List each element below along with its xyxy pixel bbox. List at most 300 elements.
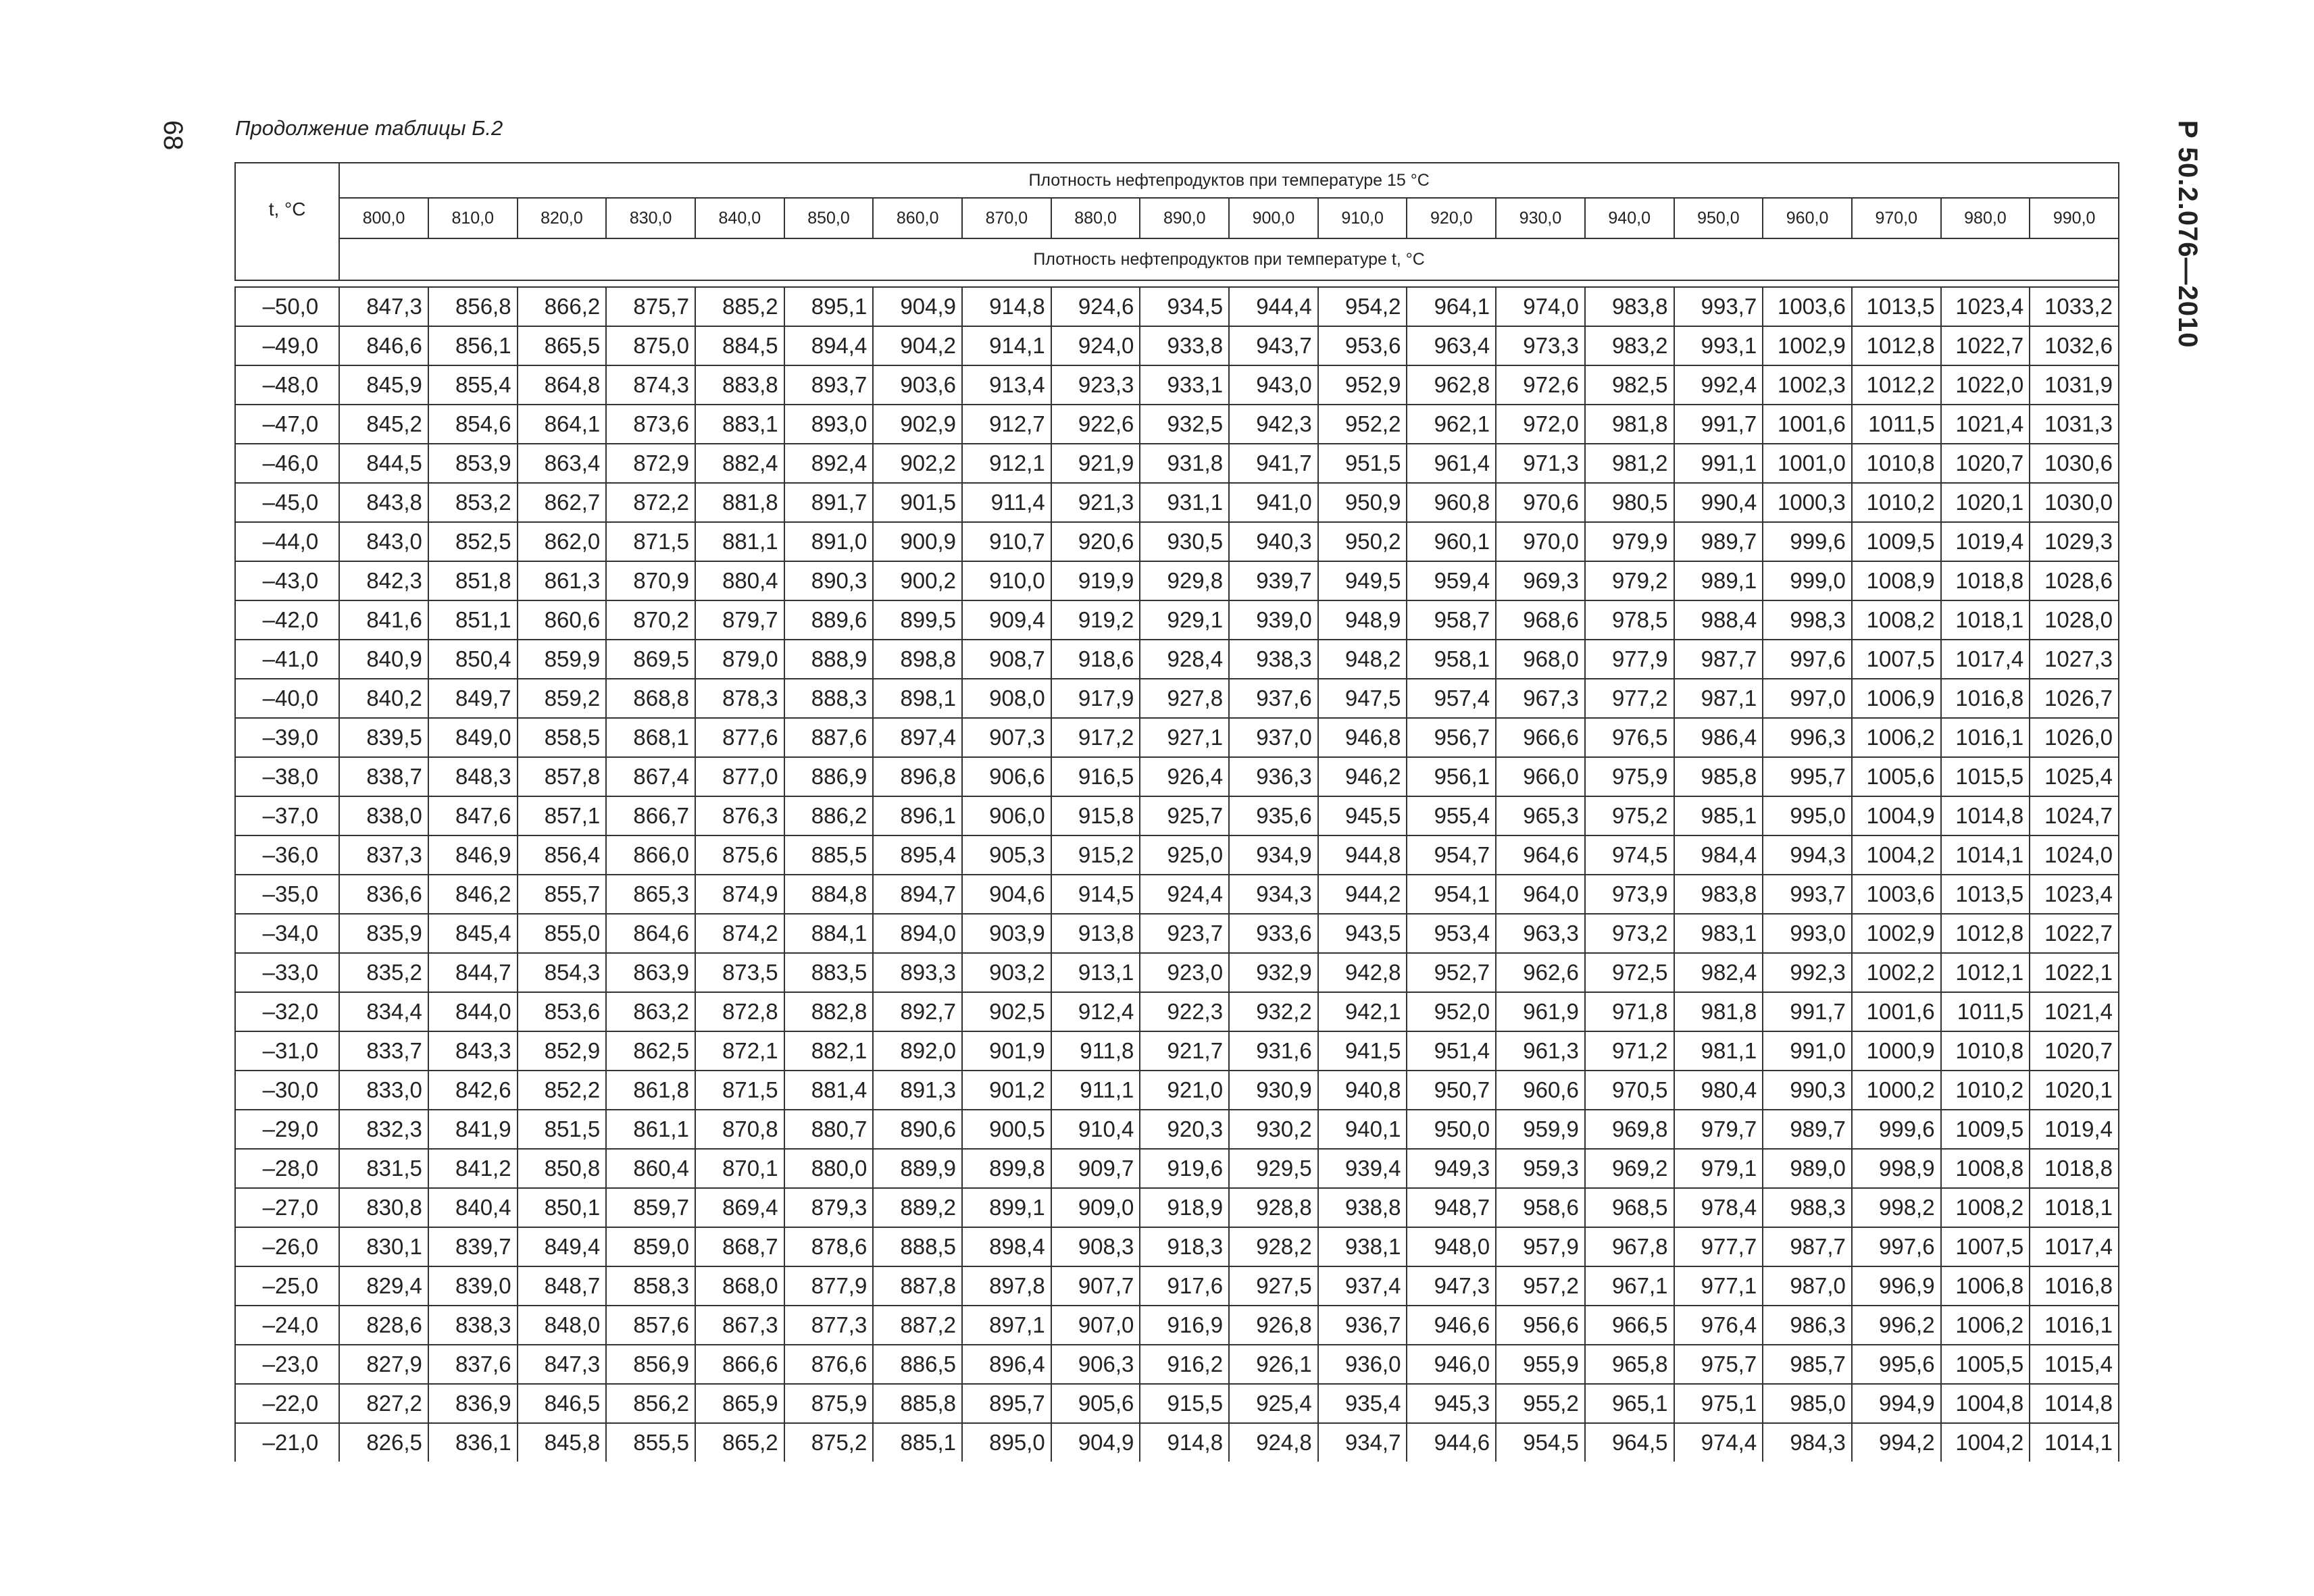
density-cell: 1000,2 bbox=[1852, 1071, 1941, 1110]
density-cell: 926,4 bbox=[1140, 757, 1229, 796]
density-cell: 872,1 bbox=[695, 1031, 784, 1071]
density-cell: 1026,0 bbox=[2030, 718, 2119, 757]
density-cell: 889,2 bbox=[873, 1188, 962, 1227]
density-cell: 929,1 bbox=[1140, 600, 1229, 640]
density-cell: 994,9 bbox=[1852, 1384, 1941, 1423]
table-row bbox=[235, 953, 2119, 992]
density-cell: 960,1 bbox=[1407, 522, 1496, 561]
density-cell: 828,6 bbox=[339, 1306, 428, 1345]
density-cell: 957,9 bbox=[1496, 1227, 1585, 1266]
density-cell: 934,5 bbox=[1140, 287, 1229, 326]
density-column-header: 850,0 bbox=[784, 198, 874, 238]
temperature-cell: –48,0 bbox=[235, 365, 339, 405]
temperature-cell: –50,0 bbox=[235, 287, 339, 326]
density-cell: 991,1 bbox=[1674, 444, 1763, 483]
density-cell: 946,2 bbox=[1318, 757, 1407, 796]
density-cell: 920,6 bbox=[1051, 522, 1140, 561]
density-cell: 898,4 bbox=[962, 1227, 1051, 1266]
density-cell: 885,8 bbox=[873, 1384, 962, 1423]
density-cell: 893,0 bbox=[784, 405, 874, 444]
density-cell: 1025,4 bbox=[2030, 757, 2119, 796]
density-cell: 911,8 bbox=[1051, 1031, 1140, 1071]
density-cell: 866,0 bbox=[606, 835, 695, 875]
density-cell: 829,4 bbox=[339, 1266, 428, 1306]
density-cell: 874,9 bbox=[695, 875, 784, 914]
density-cell: 863,4 bbox=[518, 444, 607, 483]
density-cell: 959,3 bbox=[1496, 1149, 1585, 1188]
density-cell: 879,3 bbox=[784, 1188, 874, 1227]
density-cell: 900,2 bbox=[873, 561, 962, 600]
table-row bbox=[235, 757, 2119, 796]
density-cell: 862,5 bbox=[606, 1031, 695, 1071]
density-cell: 902,9 bbox=[873, 405, 962, 444]
density-cell: 926,8 bbox=[1229, 1306, 1318, 1345]
density-cell: 937,0 bbox=[1229, 718, 1318, 757]
density-cell: 912,7 bbox=[962, 405, 1051, 444]
table-row bbox=[235, 1423, 2119, 1462]
density-cell: 1028,6 bbox=[2030, 561, 2119, 600]
density-cell: 877,9 bbox=[784, 1266, 874, 1306]
density-cell: 871,5 bbox=[695, 1071, 784, 1110]
density-cell: 833,7 bbox=[339, 1031, 428, 1071]
density-cell: 914,8 bbox=[1140, 1423, 1229, 1462]
density-cell: 956,7 bbox=[1407, 718, 1496, 757]
temperature-cell: –32,0 bbox=[235, 992, 339, 1031]
density-cell: 897,4 bbox=[873, 718, 962, 757]
density-cell: 985,8 bbox=[1674, 757, 1763, 796]
table-row bbox=[235, 600, 2119, 640]
density-cell: 957,2 bbox=[1496, 1266, 1585, 1306]
density-cell: 1020,1 bbox=[1941, 483, 2030, 522]
table-row bbox=[235, 1110, 2119, 1149]
density-cell: 857,6 bbox=[606, 1306, 695, 1345]
density-cell: 845,9 bbox=[339, 365, 428, 405]
density-cell: 1004,2 bbox=[1941, 1423, 2030, 1462]
density-cell: 1016,1 bbox=[1941, 718, 2030, 757]
density-cell: 908,3 bbox=[1051, 1227, 1140, 1266]
density-cell: 918,3 bbox=[1140, 1227, 1229, 1266]
density-cell: 839,0 bbox=[428, 1266, 518, 1306]
temperature-cell: –35,0 bbox=[235, 875, 339, 914]
density-cell: 833,0 bbox=[339, 1071, 428, 1110]
density-cell: 977,1 bbox=[1674, 1266, 1763, 1306]
density-cell: 995,0 bbox=[1763, 796, 1852, 835]
table-row bbox=[235, 444, 2119, 483]
temperature-cell: –45,0 bbox=[235, 483, 339, 522]
density-cell: 866,7 bbox=[606, 796, 695, 835]
temperature-cell: –38,0 bbox=[235, 757, 339, 796]
density-cell: 1020,7 bbox=[2030, 1031, 2119, 1071]
density-cell: 904,2 bbox=[873, 326, 962, 365]
density-cell: 974,5 bbox=[1585, 835, 1674, 875]
density-cell: 950,2 bbox=[1318, 522, 1407, 561]
density-cell: 887,8 bbox=[873, 1266, 962, 1306]
table-row bbox=[235, 875, 2119, 914]
density-cell: 997,0 bbox=[1763, 679, 1852, 718]
density-cell: 876,3 bbox=[695, 796, 784, 835]
density-cell: 1023,4 bbox=[1941, 287, 2030, 326]
density-cell: 931,6 bbox=[1229, 1031, 1318, 1071]
density-cell: 940,1 bbox=[1318, 1110, 1407, 1149]
density-cell: 976,5 bbox=[1585, 718, 1674, 757]
density-cell: 948,9 bbox=[1318, 600, 1407, 640]
temperature-cell: –21,0 bbox=[235, 1423, 339, 1462]
density-cell: 889,6 bbox=[784, 600, 874, 640]
density-column-header: 900,0 bbox=[1229, 198, 1318, 238]
density-cell: 875,7 bbox=[606, 287, 695, 326]
density-cell: 968,0 bbox=[1496, 640, 1585, 679]
density-cell: 946,8 bbox=[1318, 718, 1407, 757]
density-cell: 911,4 bbox=[962, 483, 1051, 522]
density-cell: 852,2 bbox=[518, 1071, 607, 1110]
density-cell: 962,6 bbox=[1496, 953, 1585, 992]
density-cell: 832,3 bbox=[339, 1110, 428, 1149]
density-cell: 884,8 bbox=[784, 875, 874, 914]
density-cell: 904,6 bbox=[962, 875, 1051, 914]
density-cell: 899,5 bbox=[873, 600, 962, 640]
density-cell: 1002,9 bbox=[1763, 326, 1852, 365]
density-cell: 840,2 bbox=[339, 679, 428, 718]
density-cell: 924,6 bbox=[1051, 287, 1140, 326]
density-t-header: Плотность нефтепродуктов при температуре t, °С bbox=[339, 238, 2119, 280]
density-cell: 849,7 bbox=[428, 679, 518, 718]
density-column-header: 980,0 bbox=[1941, 198, 2030, 238]
density-cell: 975,7 bbox=[1674, 1345, 1763, 1384]
density-cell: 976,4 bbox=[1674, 1306, 1763, 1345]
density-cell: 887,6 bbox=[784, 718, 874, 757]
temperature-cell: –37,0 bbox=[235, 796, 339, 835]
temperature-cell: –40,0 bbox=[235, 679, 339, 718]
density-cell: 936,7 bbox=[1318, 1306, 1407, 1345]
density-cell: 994,2 bbox=[1852, 1423, 1941, 1462]
density-cell: 971,8 bbox=[1585, 992, 1674, 1031]
density-cell: 982,4 bbox=[1674, 953, 1763, 992]
density-cell: 912,1 bbox=[962, 444, 1051, 483]
density-cell: 988,3 bbox=[1763, 1188, 1852, 1227]
density-cell: 884,1 bbox=[784, 914, 874, 953]
density-cell: 856,9 bbox=[606, 1345, 695, 1384]
density-cell: 858,3 bbox=[606, 1266, 695, 1306]
density-cell: 1000,9 bbox=[1852, 1031, 1941, 1071]
density-cell: 969,8 bbox=[1585, 1110, 1674, 1149]
density-cell: 933,1 bbox=[1140, 365, 1229, 405]
density-cell: 869,4 bbox=[695, 1188, 784, 1227]
density-cell: 1003,6 bbox=[1763, 287, 1852, 326]
density-cell: 854,3 bbox=[518, 953, 607, 992]
temperature-cell: –29,0 bbox=[235, 1110, 339, 1149]
density-cell: 874,2 bbox=[695, 914, 784, 953]
density-cell: 980,5 bbox=[1585, 483, 1674, 522]
table-row bbox=[235, 522, 2119, 561]
density-cell: 876,6 bbox=[784, 1345, 874, 1384]
density-cell: 955,2 bbox=[1496, 1384, 1585, 1423]
temperature-column-header: t, °C bbox=[235, 163, 339, 280]
density-cell: 904,9 bbox=[1051, 1423, 1140, 1462]
density-cell: 838,3 bbox=[428, 1306, 518, 1345]
table-row bbox=[235, 1071, 2119, 1110]
density-cell: 1019,4 bbox=[2030, 1110, 2119, 1149]
density-cell: 947,3 bbox=[1407, 1266, 1496, 1306]
density-cell: 1006,9 bbox=[1852, 679, 1941, 718]
density-cell: 878,6 bbox=[784, 1227, 874, 1266]
density-cell: 1007,5 bbox=[1941, 1227, 2030, 1266]
table-caption: Продолжение таблицы Б.2 bbox=[235, 116, 503, 140]
density-cell: 826,5 bbox=[339, 1423, 428, 1462]
temperature-cell: –22,0 bbox=[235, 1384, 339, 1423]
density-cell: 897,8 bbox=[962, 1266, 1051, 1306]
density-cell: 895,0 bbox=[962, 1423, 1051, 1462]
density-cell: 1022,7 bbox=[1941, 326, 2030, 365]
density-cell: 1024,0 bbox=[2030, 835, 2119, 875]
table-row bbox=[235, 1149, 2119, 1188]
density-cell: 1003,6 bbox=[1852, 875, 1941, 914]
density-cell: 906,0 bbox=[962, 796, 1051, 835]
density-cell: 883,8 bbox=[695, 365, 784, 405]
density-cell: 973,2 bbox=[1585, 914, 1674, 953]
table-row bbox=[235, 679, 2119, 718]
density-cell: 941,5 bbox=[1318, 1031, 1407, 1071]
density-cell: 850,1 bbox=[518, 1188, 607, 1227]
density-cell: 895,7 bbox=[962, 1384, 1051, 1423]
density-cell: 896,8 bbox=[873, 757, 962, 796]
density-cell: 898,8 bbox=[873, 640, 962, 679]
density-cell: 992,3 bbox=[1763, 953, 1852, 992]
density-cell: 949,3 bbox=[1407, 1149, 1496, 1188]
density-cell: 941,7 bbox=[1229, 444, 1318, 483]
density-cell: 977,2 bbox=[1585, 679, 1674, 718]
density-cell: 985,0 bbox=[1763, 1384, 1852, 1423]
density-cell: 885,1 bbox=[873, 1423, 962, 1462]
density-cell: 840,9 bbox=[339, 640, 428, 679]
density-cell: 1006,2 bbox=[1941, 1306, 2030, 1345]
density-cell: 851,8 bbox=[428, 561, 518, 600]
density-cell: 972,5 bbox=[1585, 953, 1674, 992]
density-cell: 948,2 bbox=[1318, 640, 1407, 679]
density-cell: 966,5 bbox=[1585, 1306, 1674, 1345]
density-cell: 850,8 bbox=[518, 1149, 607, 1188]
density-cell: 963,4 bbox=[1407, 326, 1496, 365]
density-cell: 872,9 bbox=[606, 444, 695, 483]
density-cell: 995,7 bbox=[1763, 757, 1852, 796]
density-cell: 987,7 bbox=[1674, 640, 1763, 679]
density-cell: 827,9 bbox=[339, 1345, 428, 1384]
density-cell: 1005,6 bbox=[1852, 757, 1941, 796]
table-row bbox=[235, 1306, 2119, 1345]
density-cell: 970,5 bbox=[1585, 1071, 1674, 1110]
density-cell: 917,6 bbox=[1140, 1266, 1229, 1306]
density-cell: 901,9 bbox=[962, 1031, 1051, 1071]
temperature-cell: –27,0 bbox=[235, 1188, 339, 1227]
density-cell: 925,0 bbox=[1140, 835, 1229, 875]
density-cell: 882,1 bbox=[784, 1031, 874, 1071]
density-cell: 882,4 bbox=[695, 444, 784, 483]
density-cell: 855,0 bbox=[518, 914, 607, 953]
density-cell: 843,3 bbox=[428, 1031, 518, 1071]
density-cell: 977,9 bbox=[1585, 640, 1674, 679]
table-row bbox=[235, 835, 2119, 875]
density-cell: 877,6 bbox=[695, 718, 784, 757]
density-cell: 905,6 bbox=[1051, 1384, 1140, 1423]
density-cell: 859,2 bbox=[518, 679, 607, 718]
table-row bbox=[235, 796, 2119, 835]
density-cell: 993,7 bbox=[1763, 875, 1852, 914]
density-cell: 946,0 bbox=[1407, 1345, 1496, 1384]
table-row bbox=[235, 1188, 2119, 1227]
density-cell: 997,6 bbox=[1763, 640, 1852, 679]
density-cell: 1010,8 bbox=[1941, 1031, 2030, 1071]
density-cell: 1016,1 bbox=[2030, 1306, 2119, 1345]
density-cell: 960,6 bbox=[1496, 1071, 1585, 1110]
density-cell: 847,3 bbox=[518, 1345, 607, 1384]
density-cell: 975,9 bbox=[1585, 757, 1674, 796]
density-cell: 911,1 bbox=[1051, 1071, 1140, 1110]
table-row bbox=[235, 1031, 2119, 1071]
density-cell: 996,9 bbox=[1852, 1266, 1941, 1306]
density-cell: 968,5 bbox=[1585, 1188, 1674, 1227]
density-cell: 939,7 bbox=[1229, 561, 1318, 600]
density-cell: 998,3 bbox=[1763, 600, 1852, 640]
density-cell: 903,6 bbox=[873, 365, 962, 405]
temperature-cell: –23,0 bbox=[235, 1345, 339, 1384]
density-cell: 913,1 bbox=[1051, 953, 1140, 992]
density-cell: 965,3 bbox=[1496, 796, 1585, 835]
density-cell: 853,2 bbox=[428, 483, 518, 522]
density-cell: 856,8 bbox=[428, 287, 518, 326]
density-cell: 900,5 bbox=[962, 1110, 1051, 1149]
density-cell: 863,9 bbox=[606, 953, 695, 992]
density-cell: 888,9 bbox=[784, 640, 874, 679]
density-cell: 893,7 bbox=[784, 365, 874, 405]
density-cell: 905,3 bbox=[962, 835, 1051, 875]
temperature-cell: –28,0 bbox=[235, 1149, 339, 1188]
density-cell: 897,1 bbox=[962, 1306, 1051, 1345]
density-cell: 894,7 bbox=[873, 875, 962, 914]
density-column-header: 930,0 bbox=[1496, 198, 1585, 238]
density-cell: 987,1 bbox=[1674, 679, 1763, 718]
density-cell: 928,4 bbox=[1140, 640, 1229, 679]
density-cell: 862,0 bbox=[518, 522, 607, 561]
density-cell: 848,7 bbox=[518, 1266, 607, 1306]
density-cell: 909,7 bbox=[1051, 1149, 1140, 1188]
density-cell: 886,5 bbox=[873, 1345, 962, 1384]
density-cell: 996,3 bbox=[1763, 718, 1852, 757]
density-cell: 1001,6 bbox=[1852, 992, 1941, 1031]
density-columns-row bbox=[235, 198, 2119, 238]
density-cell: 989,1 bbox=[1674, 561, 1763, 600]
density-cell: 842,3 bbox=[339, 561, 428, 600]
density-cell: 1012,1 bbox=[1941, 953, 2030, 992]
density-cell: 973,9 bbox=[1585, 875, 1674, 914]
density-cell: 846,5 bbox=[518, 1384, 607, 1423]
temperature-cell: –39,0 bbox=[235, 718, 339, 757]
density-cell: 843,0 bbox=[339, 522, 428, 561]
density-cell: 1017,4 bbox=[1941, 640, 2030, 679]
density-cell: 907,0 bbox=[1051, 1306, 1140, 1345]
density-cell: 934,7 bbox=[1318, 1423, 1407, 1462]
table-body bbox=[235, 287, 2119, 1462]
density-cell: 901,2 bbox=[962, 1071, 1051, 1110]
density-cell: 892,4 bbox=[784, 444, 874, 483]
density-cell: 941,0 bbox=[1229, 483, 1318, 522]
density-cell: 914,1 bbox=[962, 326, 1051, 365]
density-cell: 1002,2 bbox=[1852, 953, 1941, 992]
density-cell: 851,5 bbox=[518, 1110, 607, 1149]
density-cell: 987,0 bbox=[1763, 1266, 1852, 1306]
density-cell: 967,1 bbox=[1585, 1266, 1674, 1306]
density-cell: 845,4 bbox=[428, 914, 518, 953]
density-cell: 946,6 bbox=[1407, 1306, 1496, 1345]
density-column-header: 990,0 bbox=[2030, 198, 2119, 238]
density-cell: 957,4 bbox=[1407, 679, 1496, 718]
density-cell: 951,5 bbox=[1318, 444, 1407, 483]
density-column-header: 820,0 bbox=[518, 198, 607, 238]
density-cell: 978,4 bbox=[1674, 1188, 1763, 1227]
density-column-header: 840,0 bbox=[695, 198, 784, 238]
density-cell: 921,0 bbox=[1140, 1071, 1229, 1110]
density-cell: 839,7 bbox=[428, 1227, 518, 1266]
table-row bbox=[235, 640, 2119, 679]
density-cell: 997,6 bbox=[1852, 1227, 1941, 1266]
density-cell: 977,7 bbox=[1674, 1227, 1763, 1266]
density-cell: 991,7 bbox=[1674, 405, 1763, 444]
density-cell: 866,2 bbox=[518, 287, 607, 326]
density-cell: 979,2 bbox=[1585, 561, 1674, 600]
density-cell: 846,2 bbox=[428, 875, 518, 914]
density-cell: 928,2 bbox=[1229, 1227, 1318, 1266]
density-cell: 956,6 bbox=[1496, 1306, 1585, 1345]
density-cell: 901,5 bbox=[873, 483, 962, 522]
density-cell: 1010,2 bbox=[1852, 483, 1941, 522]
density-cell: 859,9 bbox=[518, 640, 607, 679]
table-row bbox=[235, 1266, 2119, 1306]
temperature-cell: –44,0 bbox=[235, 522, 339, 561]
density-cell: 877,3 bbox=[784, 1306, 874, 1345]
density-cell: 1004,2 bbox=[1852, 835, 1941, 875]
density-cell: 971,2 bbox=[1585, 1031, 1674, 1071]
table-row bbox=[235, 405, 2119, 444]
density-cell: 846,6 bbox=[339, 326, 428, 365]
density-cell: 984,3 bbox=[1763, 1423, 1852, 1462]
density-cell: 1002,3 bbox=[1763, 365, 1852, 405]
density-cell: 947,5 bbox=[1318, 679, 1407, 718]
density-cell: 972,6 bbox=[1496, 365, 1585, 405]
density-cell: 865,3 bbox=[606, 875, 695, 914]
density-cell: 845,8 bbox=[518, 1423, 607, 1462]
density-cell: 875,6 bbox=[695, 835, 784, 875]
density-cell: 942,8 bbox=[1318, 953, 1407, 992]
density-cell: 930,5 bbox=[1140, 522, 1229, 561]
density-cell: 894,4 bbox=[784, 326, 874, 365]
density-cell: 919,2 bbox=[1051, 600, 1140, 640]
density-cell: 1031,3 bbox=[2030, 405, 2119, 444]
density-cell: 942,3 bbox=[1229, 405, 1318, 444]
density-cell: 993,0 bbox=[1763, 914, 1852, 953]
density-cell: 943,0 bbox=[1229, 365, 1318, 405]
density-cell: 990,3 bbox=[1763, 1071, 1852, 1110]
density-cell: 915,2 bbox=[1051, 835, 1140, 875]
density-cell: 837,6 bbox=[428, 1345, 518, 1384]
density-cell: 958,1 bbox=[1407, 640, 1496, 679]
density-cell: 881,8 bbox=[695, 483, 784, 522]
density-cell: 841,2 bbox=[428, 1149, 518, 1188]
density-cell: 863,2 bbox=[606, 992, 695, 1031]
density-cell: 986,4 bbox=[1674, 718, 1763, 757]
density-cell: 969,2 bbox=[1585, 1149, 1674, 1188]
density-cell: 944,6 bbox=[1407, 1423, 1496, 1462]
density-cell: 836,1 bbox=[428, 1423, 518, 1462]
density-cell: 875,0 bbox=[606, 326, 695, 365]
density-cell: 920,3 bbox=[1140, 1110, 1229, 1149]
